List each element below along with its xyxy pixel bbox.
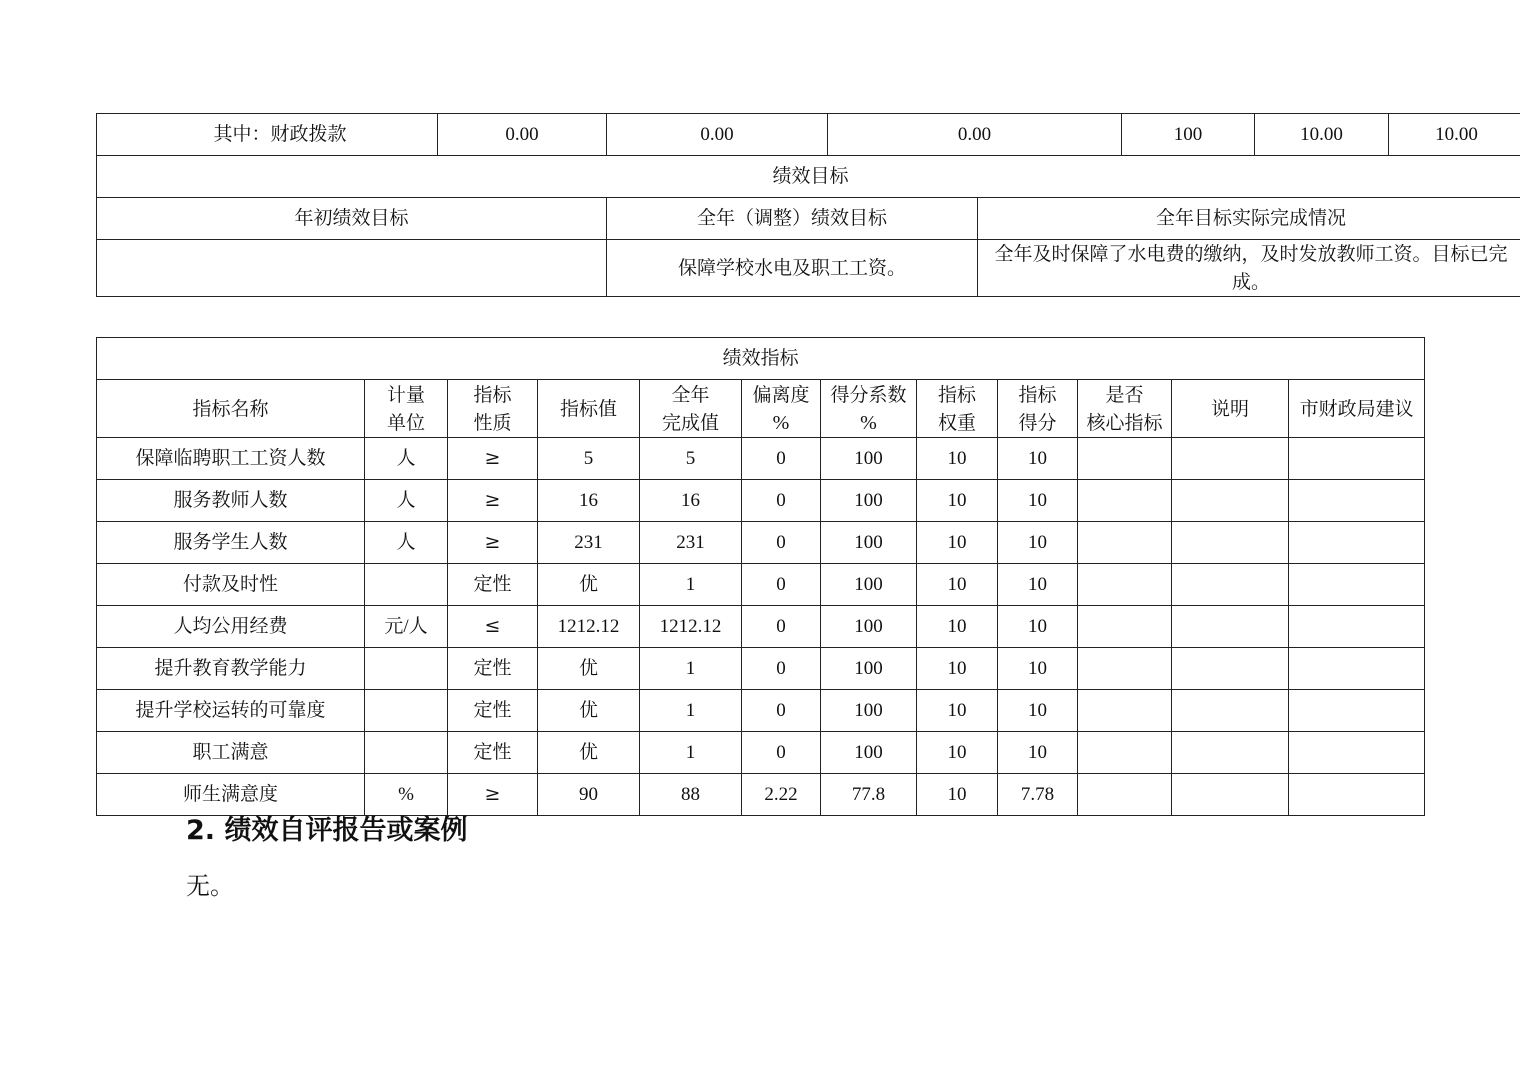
indicator-name: 服务学生人数: [97, 522, 365, 564]
indicator-cell: 10: [998, 648, 1078, 690]
indicator-cell: [1289, 438, 1425, 480]
indicator-row: [97, 480, 1425, 522]
indicator-cell: 100: [821, 522, 917, 564]
indicator-cell: [365, 648, 448, 690]
indicator-cell: 优: [538, 690, 640, 732]
indicator-cell: [1078, 606, 1172, 648]
indicator-name: 提升教育教学能力: [97, 648, 365, 690]
indicator-cell: 0: [742, 648, 821, 690]
indicator-name: 付款及时性: [97, 564, 365, 606]
indicator-cell: 定性: [448, 648, 538, 690]
indicator-cell: 7.78: [998, 774, 1078, 816]
header-line: 权重: [937, 411, 976, 434]
indicator-name: 职工满意: [97, 732, 365, 774]
indicator-cell: 人: [365, 522, 448, 564]
indicator-name: 保障临聘职工工资人数: [97, 438, 365, 480]
indicator-cell: 1: [640, 564, 742, 606]
indicator-row: [97, 648, 1425, 690]
indicator-cell: [1172, 522, 1289, 564]
indicator-row: [97, 732, 1425, 774]
goals-header-row: [97, 198, 1520, 240]
indicator-cell: 1212.12: [640, 606, 742, 648]
funding-value: 10.00: [1389, 114, 1520, 156]
indicator-cell: [1078, 648, 1172, 690]
indicator-cell: [1172, 648, 1289, 690]
indicator-cell: [1289, 480, 1425, 522]
indicator-row: [97, 522, 1425, 564]
header-line: 得分: [1018, 411, 1057, 434]
indicator-column-header: [742, 380, 821, 438]
header-line: 计量: [386, 383, 425, 406]
indicator-cell: 10: [917, 438, 998, 480]
header-line: 全年: [671, 383, 710, 406]
performance-goals-table: [96, 113, 1520, 297]
indicator-cell: [365, 564, 448, 606]
indicator-cell: ≤: [448, 606, 538, 648]
header-line: 性质: [473, 411, 512, 434]
indicator-cell: [1289, 564, 1425, 606]
header-line: 偏离度: [752, 383, 810, 406]
indicator-cell: 元/人: [365, 606, 448, 648]
indicator-cell: [365, 690, 448, 732]
indicator-column-header: [1078, 380, 1172, 438]
indicator-cell: %: [365, 774, 448, 816]
indicator-cell: [1172, 774, 1289, 816]
indicator-column-header: [538, 380, 640, 438]
header-line: 指标名称: [192, 397, 269, 420]
header-line: 完成值: [661, 411, 719, 434]
indicator-cell: [1172, 438, 1289, 480]
indicator-cell: 人: [365, 438, 448, 480]
indicator-cell: ≥: [448, 438, 538, 480]
indicator-cell: 0: [742, 438, 821, 480]
indicator-cell: 100: [821, 606, 917, 648]
indicator-cell: 100: [821, 438, 917, 480]
initial-goal: [97, 240, 607, 297]
header-line: %: [772, 411, 790, 434]
indicator-cell: 10: [917, 480, 998, 522]
indicator-cell: 0: [742, 564, 821, 606]
funding-value: 0.00: [438, 114, 607, 156]
indicator-cell: [1078, 690, 1172, 732]
indicator-cell: 10: [917, 522, 998, 564]
indicator-column-header: [998, 380, 1078, 438]
indicators-header-row: [97, 380, 1425, 438]
header-line: 指标: [937, 383, 976, 406]
indicator-cell: 231: [538, 522, 640, 564]
header-line: 核心指标: [1086, 411, 1163, 434]
indicator-cell: [1078, 438, 1172, 480]
section-2-body: 无。: [186, 872, 234, 900]
indicator-cell: [1172, 732, 1289, 774]
goals-section-title: 绩效目标: [97, 156, 1520, 198]
indicator-cell: 10: [917, 690, 998, 732]
indicator-cell: 1: [640, 648, 742, 690]
indicator-name: 师生满意度: [97, 774, 365, 816]
indicator-cell: [1172, 480, 1289, 522]
indicator-cell: 定性: [448, 690, 538, 732]
indicator-column-header: [1289, 380, 1425, 438]
indicator-cell: ≥: [448, 522, 538, 564]
header-line: %: [860, 411, 877, 434]
indicator-cell: 16: [640, 480, 742, 522]
goals-header: 全年（调整）绩效目标: [607, 198, 978, 240]
indicator-row: [97, 606, 1425, 648]
goal-completion: 全年及时保障了水电费的缴纳，及时发放教师工资。目标已完成。: [978, 240, 1520, 297]
indicator-cell: 5: [640, 438, 742, 480]
indicator-cell: 10: [998, 732, 1078, 774]
indicator-cell: 1212.12: [538, 606, 640, 648]
indicator-cell: 100: [821, 690, 917, 732]
indicator-column-header: [1172, 380, 1289, 438]
indicator-column-header: [448, 380, 538, 438]
indicator-column-header: [821, 380, 917, 438]
indicator-cell: 100: [821, 648, 917, 690]
indicator-cell: [1078, 564, 1172, 606]
indicator-row: [97, 438, 1425, 480]
funding-value: 10.00: [1255, 114, 1389, 156]
indicator-cell: 优: [538, 564, 640, 606]
indicator-name: 服务教师人数: [97, 480, 365, 522]
funding-value: 0.00: [607, 114, 828, 156]
indicator-cell: 100: [821, 480, 917, 522]
section-2-heading: 2. 绩效自评报告或案例: [186, 815, 468, 846]
funding-label: 其中：财政拨款: [97, 114, 438, 156]
indicator-cell: ≥: [448, 480, 538, 522]
goals-header: 年初绩效目标: [97, 198, 607, 240]
indicator-cell: 优: [538, 648, 640, 690]
header-line: 单位: [386, 411, 425, 434]
indicator-cell: 10: [998, 522, 1078, 564]
indicator-cell: [1078, 774, 1172, 816]
indicator-cell: 5: [538, 438, 640, 480]
header-line: 得分系数: [830, 383, 907, 406]
indicator-cell: 90: [538, 774, 640, 816]
header-line: 说明: [1210, 397, 1249, 420]
indicators-body: [97, 438, 1425, 816]
indicator-cell: [1078, 522, 1172, 564]
indicator-cell: [1172, 564, 1289, 606]
indicator-column-header: [640, 380, 742, 438]
indicator-cell: 88: [640, 774, 742, 816]
indicator-cell: [1078, 480, 1172, 522]
indicator-cell: 0: [742, 690, 821, 732]
header-line: 指标: [473, 383, 512, 406]
indicator-cell: 2.22: [742, 774, 821, 816]
indicator-row: [97, 564, 1425, 606]
indicator-cell: 定性: [448, 732, 538, 774]
indicator-cell: 10: [998, 480, 1078, 522]
goals-content-row: [97, 240, 1520, 297]
indicator-cell: 优: [538, 732, 640, 774]
indicator-cell: [1289, 606, 1425, 648]
indicator-cell: 10: [917, 648, 998, 690]
indicator-cell: [365, 732, 448, 774]
indicator-cell: 100: [821, 564, 917, 606]
indicator-cell: 10: [998, 438, 1078, 480]
indicator-cell: 10: [917, 774, 998, 816]
indicator-cell: [1289, 774, 1425, 816]
indicator-cell: [1289, 648, 1425, 690]
indicator-column-header: [917, 380, 998, 438]
indicator-cell: [1078, 732, 1172, 774]
adjusted-goal: 保障学校水电及职工工资。: [607, 240, 978, 297]
header-line: 指标: [1018, 383, 1057, 406]
indicator-cell: 人: [365, 480, 448, 522]
indicator-cell: 0: [742, 732, 821, 774]
indicator-cell: 10: [917, 732, 998, 774]
indicator-cell: 10: [917, 564, 998, 606]
indicator-cell: 定性: [448, 564, 538, 606]
indicator-cell: 0: [742, 480, 821, 522]
indicator-name: 人均公用经费: [97, 606, 365, 648]
indicator-cell: 1: [640, 690, 742, 732]
performance-indicators-table: [96, 337, 1425, 816]
indicators-section-title: 绩效指标: [97, 338, 1425, 380]
goals-header: 全年目标实际完成情况: [978, 198, 1520, 240]
header-line: 市财政局建议: [1299, 397, 1414, 420]
indicator-cell: 0: [742, 522, 821, 564]
indicator-cell: 231: [640, 522, 742, 564]
funding-value: 100: [1122, 114, 1255, 156]
indicator-cell: 10: [998, 690, 1078, 732]
indicator-cell: 10: [917, 606, 998, 648]
indicator-cell: [1289, 732, 1425, 774]
funding-row: [97, 114, 1520, 156]
indicator-row: [97, 690, 1425, 732]
indicator-cell: 0: [742, 606, 821, 648]
indicator-column-header: [365, 380, 448, 438]
indicator-cell: [1289, 690, 1425, 732]
indicator-cell: 10: [998, 606, 1078, 648]
header-line: 是否: [1105, 383, 1144, 406]
header-line: 指标值: [559, 397, 617, 420]
indicator-cell: 100: [821, 732, 917, 774]
indicator-name: 提升学校运转的可靠度: [97, 690, 365, 732]
indicator-cell: ≥: [448, 774, 538, 816]
indicator-cell: [1172, 690, 1289, 732]
indicator-column-header: [97, 380, 365, 438]
indicator-cell: 1: [640, 732, 742, 774]
funding-value: 0.00: [828, 114, 1122, 156]
indicator-cell: [1172, 606, 1289, 648]
indicator-cell: [1289, 522, 1425, 564]
indicator-cell: 16: [538, 480, 640, 522]
indicator-cell: 77.8: [821, 774, 917, 816]
indicator-cell: 10: [998, 564, 1078, 606]
